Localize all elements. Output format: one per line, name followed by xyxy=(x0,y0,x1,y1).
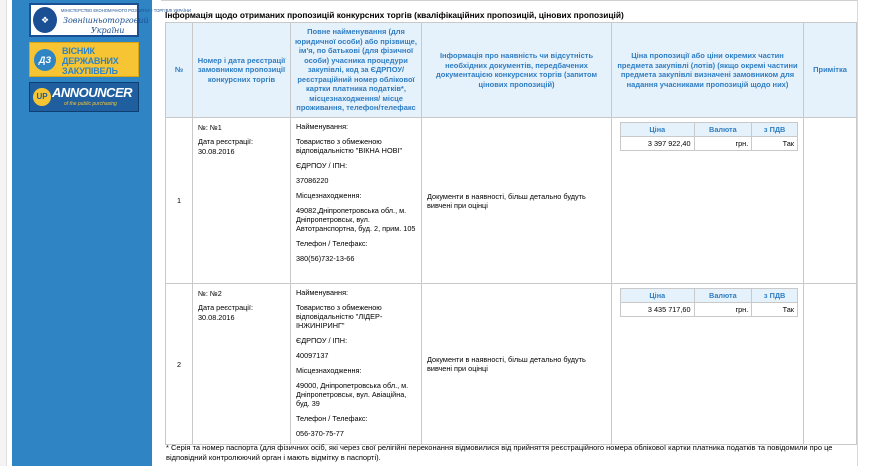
dz-logo-icon: ДЗ xyxy=(34,49,56,71)
vat-value: Так xyxy=(752,137,798,151)
top-divider xyxy=(161,0,858,1)
note-cell xyxy=(804,118,857,284)
participant-cell xyxy=(291,118,422,284)
note-cell xyxy=(804,284,857,445)
name-label: Найменування: xyxy=(296,122,349,131)
participant-name: Товариство з обмеженою відповідальністю "ВІКНА НОВІ" xyxy=(296,137,403,155)
code-label: ЄДРПОУ / ІПН: xyxy=(296,336,348,345)
documents-cell: Документи в наявності, більш детально будуть вивчені при оцінці xyxy=(422,284,612,445)
price-value: 3 435 717,60 xyxy=(621,303,695,317)
participant-phone: 056-370-75-77 xyxy=(296,429,344,438)
price-header: Ціна xyxy=(621,289,695,303)
price-value: 3 397 922,40 xyxy=(621,137,695,151)
price-header: Ціна xyxy=(621,123,695,137)
table-header-row xyxy=(166,23,857,118)
footnote: * Серія та номер паспорта (для фізичних осіб, які через свої релігійні переконання відмовилися від прийняття реєстраційного номера облікової картки платника податків та повідомили про це відповідний контролюючий орган і мають відмітку в паспорті). xyxy=(166,443,833,462)
col-header-note: Примітка xyxy=(804,23,857,118)
right-edge-divider xyxy=(857,0,858,466)
proposals-table xyxy=(165,22,857,445)
ministry-name: МІНІСТЕРСТВО ЕКОНОМІЧНОГО РОЗВИТКУ І ТОРГІВЛІ УКРАЇНИ xyxy=(61,8,191,13)
price-table xyxy=(620,122,798,151)
participant-phone: 380(56)732-13-66 xyxy=(296,254,355,263)
main-content xyxy=(161,0,858,466)
code-label: ЄДРПОУ / ІПН: xyxy=(296,161,348,170)
address-label: Місцезнаходження: xyxy=(296,366,362,375)
documents-cell: Документи в наявності, більш детально будуть вивчені при оцінці xyxy=(422,118,612,284)
currency-value: грн. xyxy=(694,303,752,317)
vat-header: з ПДВ xyxy=(752,123,798,137)
col-header-number: № xyxy=(166,23,193,118)
participant-address: 49082,Дніпропетровська обл., м. Дніпропетровськ, вул. Автотранспортна, буд. 2, прим. 105 xyxy=(296,206,416,233)
left-edge-strip xyxy=(0,0,7,466)
row-number: 1 xyxy=(166,118,193,284)
price-cell xyxy=(612,118,804,284)
col-header-price: Ціна пропозиції або ціни окремих частин предмета закупівлі (лотів) (якщо окремі частини предмета закупівлі визначені замовником для надання учасниками пропозицій щодо них) xyxy=(612,23,804,118)
price-table xyxy=(620,288,798,317)
registration-cell xyxy=(193,118,291,284)
participant-code: 40097137 xyxy=(296,351,329,360)
phone-label: Телефон / Телефакс: xyxy=(296,414,368,423)
ministry-banner[interactable] xyxy=(29,3,191,37)
up-logo-icon: UP xyxy=(33,88,51,106)
visnyk-line1: ВІСНИК xyxy=(62,46,95,56)
ministry-title-line2: України xyxy=(91,26,125,35)
registration-cell xyxy=(193,284,291,445)
announcer-banner[interactable] xyxy=(29,82,139,112)
section-title: Інформація щодо отриманих пропозицій конкурсних торгів (кваліфікаційних пропозицій, цінових пропозицій) xyxy=(165,10,624,20)
visnyk-banner[interactable] xyxy=(29,42,139,77)
table-row xyxy=(166,284,857,445)
visnyk-line3: ЗАКУПІВЕЛЬ xyxy=(62,66,118,76)
announcer-title: ANNOUNCER xyxy=(52,85,132,100)
registration-number: №: №1 xyxy=(198,123,222,132)
address-label: Місцезнаходження: xyxy=(296,191,362,200)
trident-emblem-icon: ❖ xyxy=(33,7,57,33)
visnyk-line2: ДЕРЖАВНИХ xyxy=(62,56,119,66)
col-header-documents: Інформація про наявність чи відсутність необхідних документів, передбачених документацією конкурсних торгів (запитом цінових пропозицій) xyxy=(422,23,612,118)
announcer-subtitle: of the public purchasing xyxy=(64,101,117,107)
registration-date: 30.08.2016 xyxy=(198,313,235,322)
registration-date-label: Дата реєстрації: xyxy=(198,303,253,312)
currency-header: Валюта xyxy=(694,289,752,303)
table-row xyxy=(166,118,857,284)
col-header-registration: Номер і дата реєстрації замовником пропозиції конкурсних торгів xyxy=(193,23,291,118)
registration-date-label: Дата реєстрації: xyxy=(198,137,253,146)
price-cell xyxy=(612,284,804,445)
ministry-title-line1: Зовнішньоторговий xyxy=(63,16,149,25)
participant-address: 49000, Дніпропетровська обл., м. Дніпропетровськ, вул. Авіаційна, буд. 39 xyxy=(296,381,409,408)
phone-label: Телефон / Телефакс: xyxy=(296,239,368,248)
participant-name: Товариство з обмеженою відповідальністю "ЛІДЕР-ІНЖИНІРИНГ" xyxy=(296,303,383,330)
vat-header: з ПДВ xyxy=(752,289,798,303)
registration-number: №: №2 xyxy=(198,289,222,298)
col-header-participant: Повне найменування (для юридичної особи) або прізвище, ім'я, по батькові (для фізичної особи) учасника процедури закупівлі, код за ЄДРПОУ/ реєстраційний номер облікової картки платника податків*, місцезнаходження/ місце проживання, телефон/телефакс xyxy=(291,23,422,118)
currency-value: грн. xyxy=(694,137,752,151)
vat-value: Так xyxy=(752,303,798,317)
sidebar xyxy=(12,0,191,466)
row-number: 2 xyxy=(166,284,193,445)
participant-code: 37086220 xyxy=(296,176,329,185)
currency-header: Валюта xyxy=(694,123,752,137)
participant-cell xyxy=(291,284,422,445)
name-label: Найменування: xyxy=(296,288,349,297)
registration-date: 30.08.2016 xyxy=(198,147,235,156)
